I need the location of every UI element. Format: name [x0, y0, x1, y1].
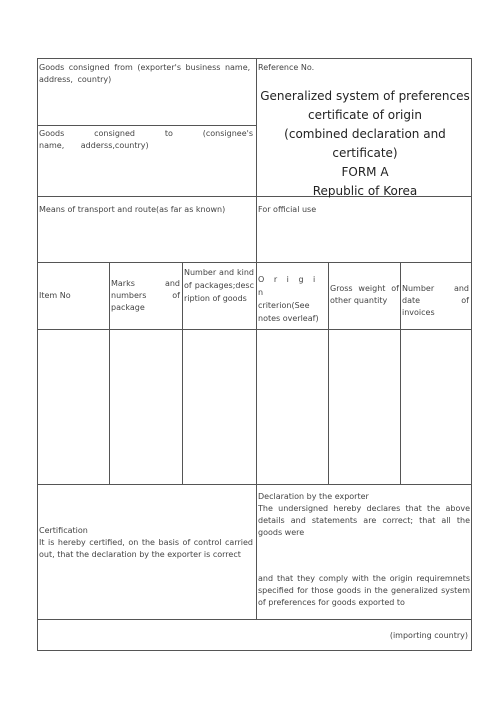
official-use-label: For official use: [258, 205, 317, 214]
declaration-text-1: The undersigned hereby declares that the above details and statements are correct; that all the goods were: [258, 504, 470, 537]
importing-country-label: (importing country): [389, 631, 468, 640]
title-line-6: Republic of Korea: [312, 184, 418, 198]
goods-consigned-from-label: Goods consigned from (exporter's business name, address, country): [39, 63, 251, 84]
certification-block: [39, 525, 253, 561]
column-gross-weight: Gross weight of other quantity: [330, 284, 399, 305]
origin-criterion-line-2: criterion(See notes overleaf): [258, 301, 319, 323]
title-line-4: certificate): [332, 146, 398, 160]
divider-certification-footer: [38, 619, 471, 620]
certification-heading: Certification: [39, 526, 88, 535]
divider-exporter-consignee: [38, 125, 256, 126]
title-line-1: Generalized system of preferences: [260, 89, 470, 103]
column-number-kind-description: Number and kind of packages;description of goods: [184, 268, 254, 303]
divider-col-2: [182, 262, 183, 484]
divider-col-5: [400, 262, 401, 484]
certification-text: It is hereby certified, on the basis of control carried out, that the declaration by the exporter is correct: [39, 538, 253, 559]
divider-col-1: [109, 262, 110, 484]
goods-consigned-to-label: Goods consigned to (consignee's name, adderss,country): [39, 129, 253, 150]
reference-no-label: Reference No.: [258, 63, 315, 72]
origin-criterion-line-1: O r i g i n: [258, 275, 319, 297]
divider-transport-table: [38, 262, 471, 263]
divider-table-certification: [38, 484, 471, 485]
declaration-heading: Declaration by the exporter: [258, 492, 369, 501]
column-origin-criterion: [258, 273, 326, 325]
title-line-3: (combined declaration and: [284, 127, 446, 141]
transport-route-label: Means of transport and route(as far as known): [39, 205, 226, 214]
title-line-2: certificate of origin: [308, 108, 422, 122]
column-item-no: Item No: [39, 291, 71, 300]
divider-col-4: [328, 262, 329, 484]
column-invoices: Number and date of invoices: [402, 284, 469, 317]
column-marks-numbers: Marks and numbers of package: [111, 279, 180, 312]
divider-table-header: [38, 329, 471, 330]
certificate-title: [257, 87, 473, 201]
declaration-text-2: and that they comply with the origin requiremnets specified for those goods in the generalized system of preferences for goods exported to: [258, 574, 470, 607]
title-line-5: FORM A: [341, 165, 389, 179]
divider-col-3: [256, 262, 257, 619]
certificate-form: [37, 58, 472, 651]
declaration-block: [258, 491, 470, 539]
